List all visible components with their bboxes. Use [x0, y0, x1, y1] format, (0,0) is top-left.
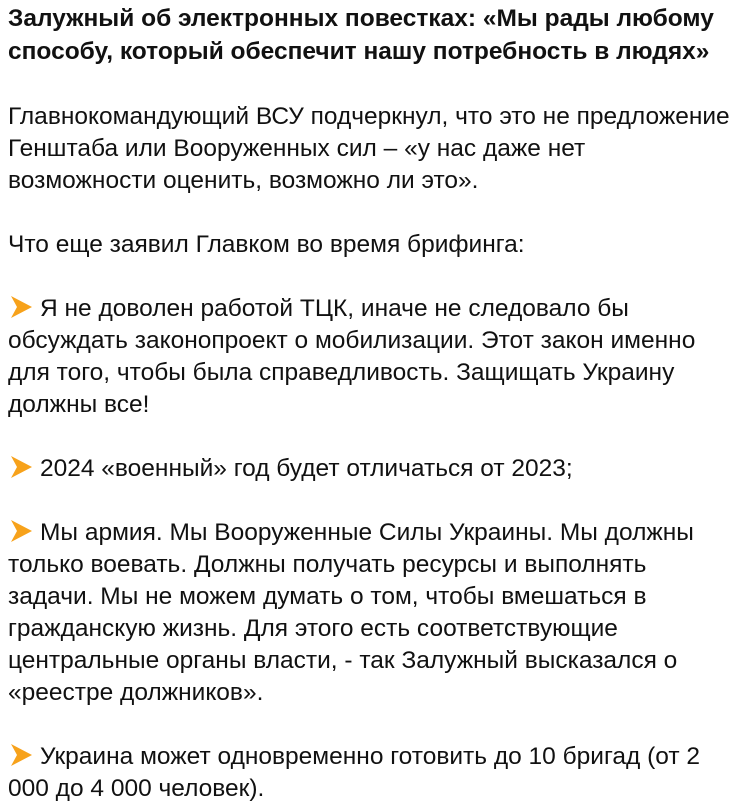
bullet-item [8, 453, 733, 485]
bullet-text: Украина может одновременно готовить до 10 бригад (от 2 000 до 4 000 человек). [8, 743, 700, 802]
post-headline: Залужный об электронных повестках: «Мы рады любому способу, который обеспечит нашу потребность в людях» [8, 5, 714, 65]
bullet-text: Мы армия. Мы Вооруженные Силы Украины. Мы должны только воевать. Должны получать ресурсы и выполнять задачи. Мы не можем думать о том, чтобы вмешаться в гражданскую жизнь. Для этого есть соответствующие центральные органы власти, - так Залужный высказался о «реестре должников». [8, 519, 694, 706]
intro-paragraph: Главнокомандующий ВСУ подчеркнул, что это не предложение Генштаба или Вооруженных сил – «у нас даже нет возможности оценить, возможно ли это». [8, 103, 730, 194]
orange-arrow-icon [8, 455, 34, 479]
orange-arrow-icon [8, 295, 34, 319]
bullet-text: 2024 «военный» год будет отличаться от 2023; [40, 455, 573, 482]
bullet-item [8, 517, 733, 709]
lead-in-paragraph: Что еще заявил Главком во время брифинга: [8, 231, 525, 258]
bullet-item [8, 741, 733, 805]
orange-arrow-icon [8, 743, 34, 767]
bullet-text: Я не доволен работой ТЦК, иначе не следовало бы обсуждать законопроект о мобилизации. Этот закон именно для того, чтобы была справедливость. Защищать Украину должны все! [8, 295, 696, 418]
bullet-item [8, 293, 733, 421]
orange-arrow-icon [8, 519, 34, 543]
news-post [0, 2, 747, 805]
